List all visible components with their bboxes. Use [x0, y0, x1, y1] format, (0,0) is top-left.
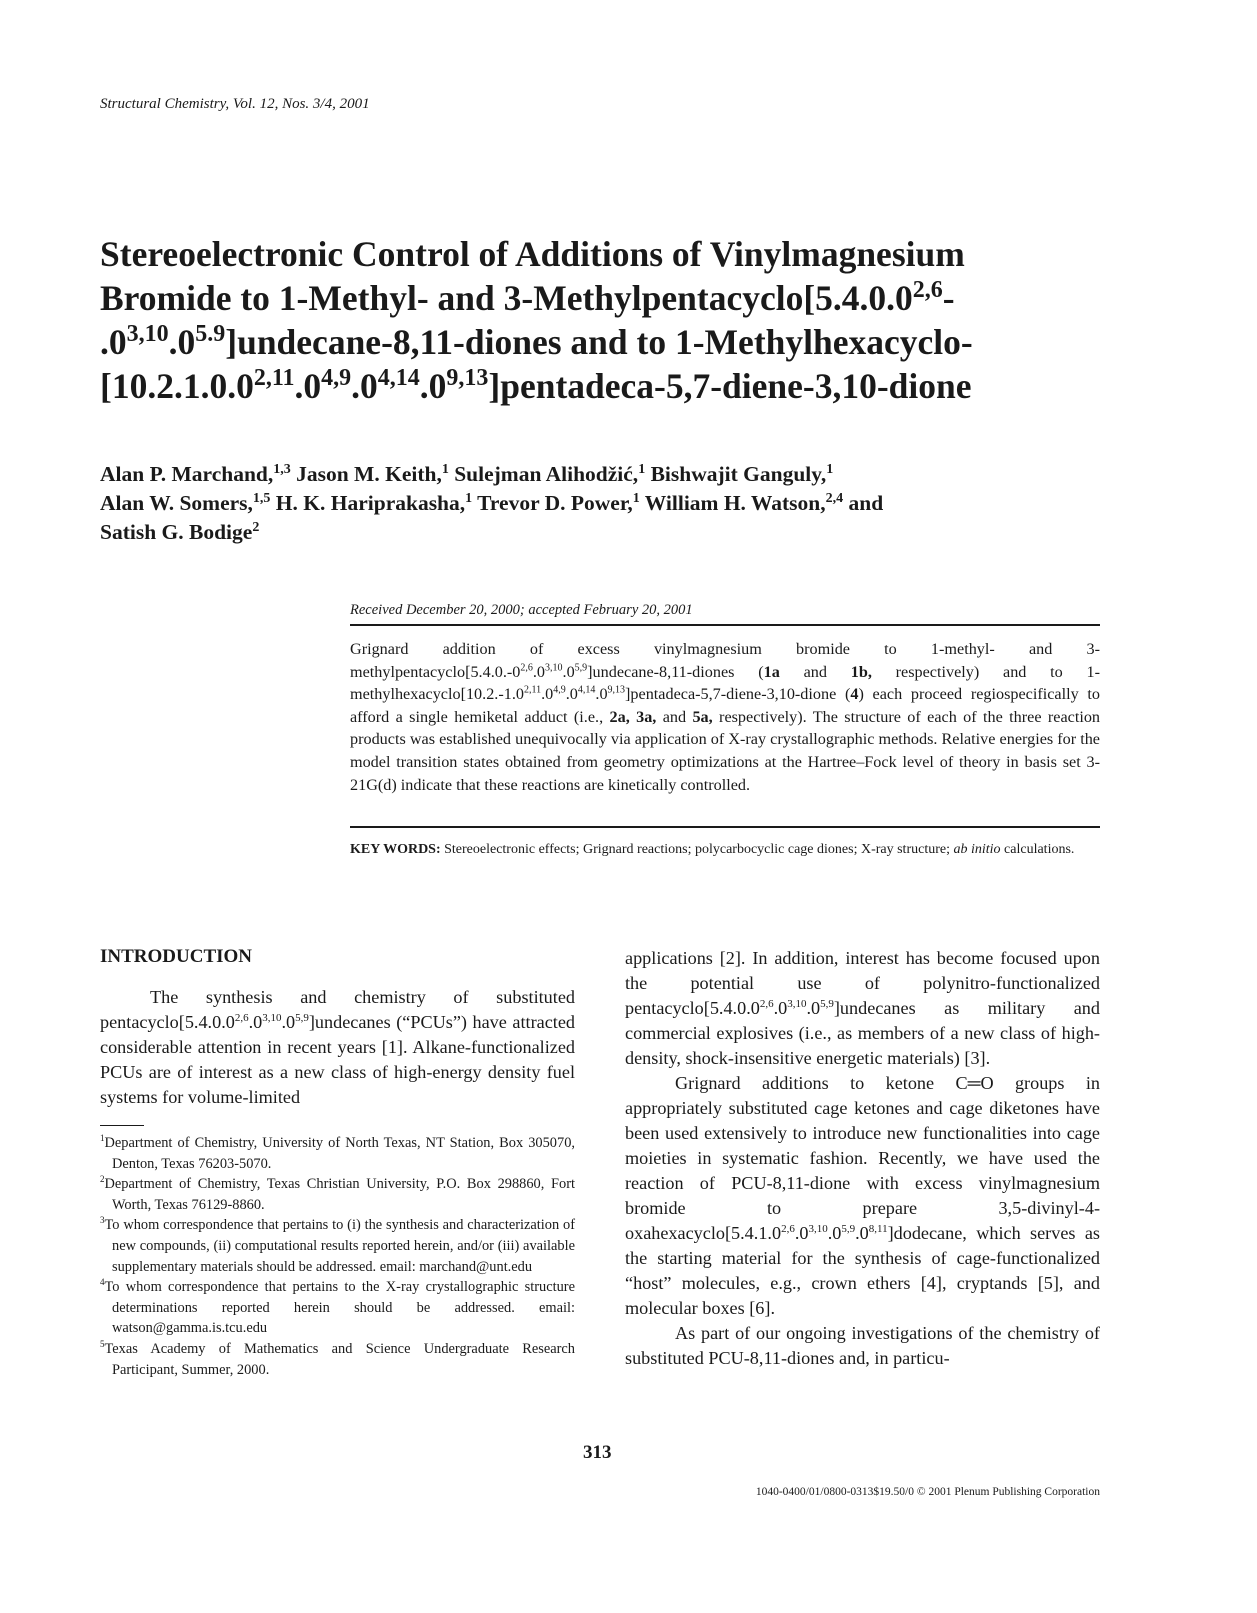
- journal-citation: Structural Chemistry, Vol. 12, Nos. 3/4, 2001: [100, 96, 370, 112]
- intro-right-column: applications [2]. In addition, interest has become focused upon the potential use of polynitro-functionalized pentacyclo[5.4.0.0$^{2,6}$.0$^{3,10}$.0$^{5,9}$]undecanes as military and commercial explosives (i.e., as members of a new class of high-density, shock-insensitive energetic materials) [3]. Grignard additions to ketone C═O groups in appropriately substituted cage ketones and cage diketones have been used extensively to introduce new functionalities into cage moieties in systematic fashion. Recently, we have used the reaction of PCU-8,11-dione with excess vinylmagnesium bromide to prepare 3,5-divinyl-4-oxahexacyclo[5.4.1.0$^{2,6}$.0$^{3,10}$.0$^{5,9}$.0$^{8,11}$]dodecane, which serves as the starting material for the synthesis of cage-functionalized “host” molecules, e.g., crown ethers [4], cryptands [5], and molecular boxes [6]. As part of our ongoing investigations of the chemistry of substituted PCU-8,11-diones and, in particu-: [625, 946, 1100, 1371]
- abstract-top-rule: [350, 624, 1100, 626]
- intro-paragraph-1-start: The synthesis and chemistry of substituted pentacyclo[5.4.0.0$^{2,6}$.0$^{3,10}$.0$^{5,9}$]undecanes (“PCUs”) have attracted considerable attention in recent years [1]. Alkane-functionalized PCUs are of interest as a new class of high-energy density fuel systems for volume-limited: [100, 987, 575, 1107]
- author: William H. Watson,: [644, 491, 826, 515]
- author: H. K. Hariprakasha,: [275, 491, 466, 515]
- author: Bishwajit Ganguly,: [650, 462, 827, 486]
- abstract: Grignard addition of excess vinylmagnesium bromide to 1-methyl- and 3-methylpentacyclo[5.4.0.-0$^{2,6}$.0$^{3,10}$.0$^{5,9}$]undecane-8,11-diones (1a and 1b, respectively) and to 1-methylhexacyclo[10.2.-1.0$^{2,11}$.0$^{4,9}$.0$^{4,14}$.0$^{9,13}$]pentadeca-5,7-diene-3,10-dione (4) each proceed regiospecifically to afford a single hemiketal adduct (i.e., 2a, 3a, and 5a, respectively). The structure of each of the three reaction products was established unequivocally via application of X-ray crystallographic methods. Relative energies for the model transition states obtained from geometry optimizations at the Hartree–Fock level of theory in basis set 3-21G(d) indicate that these reactions are kinetically controlled.: [350, 640, 1101, 794]
- intro-paragraph-3: As part of our ongoing investigations of the chemistry of substituted PCU-8,11-diones and, in particu-: [625, 1323, 1100, 1368]
- section-heading-introduction: INTRODUCTION: [100, 946, 253, 967]
- author: Alan P. Marchand,: [100, 462, 274, 486]
- page-number: 313: [583, 1442, 612, 1463]
- intro-paragraph-2: Grignard additions to ketone C═O groups in appropriately substituted cage ketones and cage diketones have been used extensively to introduce new functionalities into cage moieties in systematic fashion. Recently, we have used the reaction of PCU-8,11-dione with excess vinylmagnesium bromide to prepare 3,5-divinyl-4-oxahexacyclo[5.4.1.0$^{2,6}$.0$^{3,10}$.0$^{5,9}$.0$^{8,11}$]dodecane, which serves as the starting material for the synthesis of cage-functionalized “host” molecules, e.g., crown ethers [4], cryptands [5], and molecular boxes [6].: [625, 1073, 1100, 1318]
- keywords: KEY WORDS: Stereoelectronic effects; Grignard reactions; polycarbocyclic cage diones; X-ray structure; ab initio calculations.: [350, 842, 1075, 857]
- author: Sulejman Alihodžić,: [454, 462, 639, 486]
- author: Alan W. Somers,: [100, 491, 253, 515]
- author: Satish G. Bodige: [100, 520, 253, 544]
- footnote-rule: [100, 1125, 144, 1126]
- footnote: $^4$To whom correspondence that pertains to the X-ray crystallographic structure determinations reported herein should be addressed. email: watson@gamma.is.tcu.edu: [100, 1277, 575, 1337]
- abstract-bottom-rule: [350, 826, 1100, 828]
- footnotes: [100, 1133, 575, 1380]
- footnote: $^3$To whom correspondence that pertains to (i) the synthesis and characterization of new compounds, (ii) computational results reported herein, and/or (iii) available supplementary materials should be addressed. email: marchand@unt.edu: [100, 1215, 575, 1275]
- footnote: $^2$Department of Chemistry, Texas Christian University, P.O. Box 298860, Fort Worth, Texas 76129-8860.: [100, 1174, 575, 1213]
- author: Jason M. Keith,: [296, 462, 442, 486]
- author: Trevor D. Power,: [477, 491, 633, 515]
- article-title: Stereoelectronic Control of Additions of Vinylmagnesium Bromide to 1-Methyl- and 3-Methylpentacyclo[5.4.0.0$^{2,6}$- $.0^{3,10}.0^{5.9}]undecane-8,11$-diones and to 1-Methylhexacyclo- [10.2.1.0.0$^{2,11}$.0$^{4,9}$.0$^{4,14}$.0$^{9,13}$]pentadeca-5,7-diene-3,10-dione: [100, 234, 973, 406]
- author-list: Alan P. Marchand,$^{1,3}$ Jason M. Keith,$^1$ Sulejman Alihodžić,$^1$ Bishwajit Ganguly,$^1$ Alan W. Somers,$^{1,5}$ H. K. Hariprakasha,$^1$ Trevor D. Power,$^1$ William H. Watson,$^{2,4}$ and Satish G. Bodige$^2$: [100, 461, 884, 544]
- received-dates: Received December 20, 2000; accepted February 20, 2001: [350, 602, 693, 618]
- copyright-line: 1040-0400/01/0800-0313$19.50/0 © 2001 Plenum Publishing Corporation: [755, 1486, 1100, 1498]
- footnote: $^1$Department of Chemistry, University of North Texas, NT Station, Box 305070, Denton, Texas 76203-5070.: [100, 1133, 575, 1172]
- footnote: $^5$Texas Academy of Mathematics and Science Undergraduate Research Participant, Summer, 2000.: [100, 1339, 575, 1378]
